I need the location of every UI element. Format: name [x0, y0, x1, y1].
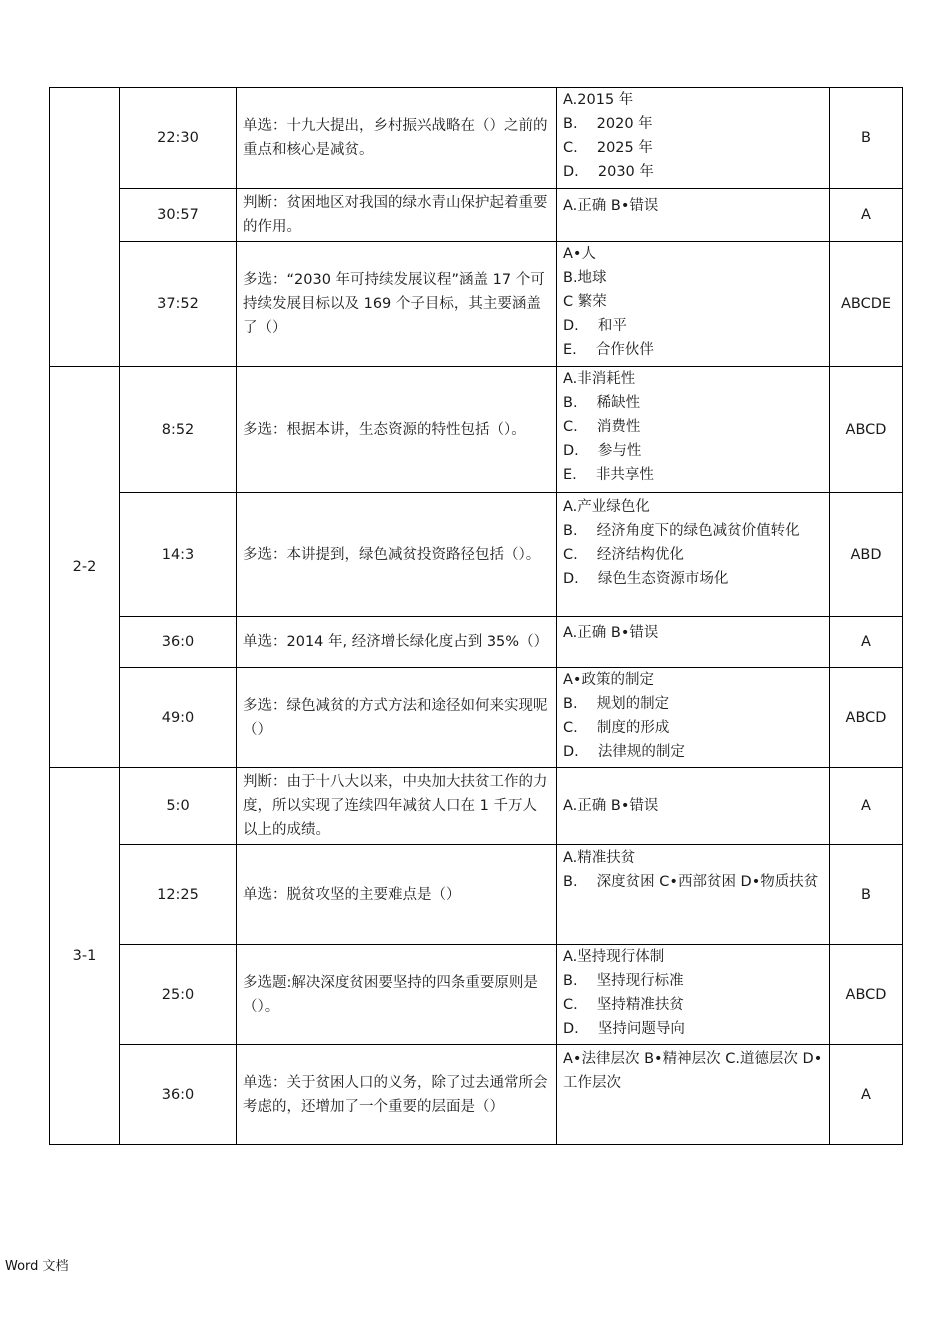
option-text: A.非消耗性 — [563, 371, 636, 387]
option-text: D. 和平 — [563, 318, 627, 334]
option-text: D. 2030 年 — [563, 164, 654, 180]
option-text: B. 经济角度下的绿色减贫价值转化 — [563, 523, 800, 539]
question-cell: 多选：“2030 年可持续发展议程”涵盖 17 个可持续发展目标以及 169 个子目标，其主要涵盖了（） — [237, 242, 557, 367]
question-cell: 判断：贫困地区对我国的绿水青山保护起着重要的作用。 — [237, 189, 557, 242]
time-cell: 22:30 — [120, 88, 237, 189]
option-text: D. 参与性 — [563, 443, 642, 459]
question-cell: 判断：由于十八大以来，中央加大扶贫工作的力度，所以实现了连续四年减贫人口在 1 千万人以上的成绩。 — [237, 768, 557, 845]
question-cell: 单选：脱贫攻坚的主要难点是（） — [237, 845, 557, 945]
option-text: C. 经济结构优化 — [563, 547, 684, 563]
options-cell — [557, 617, 830, 668]
options-cell — [557, 367, 830, 493]
answer-cell: B — [830, 845, 903, 945]
option-text: A.正确 B•错误 — [563, 798, 659, 814]
time-cell: 14:3 — [120, 493, 237, 617]
table-row — [50, 1045, 903, 1145]
option-text: E. 非共享性 — [563, 467, 654, 483]
options-cell — [557, 493, 830, 617]
table-row — [50, 617, 903, 668]
table-row — [50, 845, 903, 945]
option-text: C. 坚持精准扶贫 — [563, 997, 684, 1013]
question-cell: 多选题:解决深度贫困要坚持的四条重要原则是（）。 — [237, 945, 557, 1045]
option-text: A.2015 年 — [563, 92, 634, 108]
question-cell: 多选：根据本讲，生态资源的特性包括（）。 — [237, 367, 557, 493]
answer-cell: A — [830, 189, 903, 242]
option-text: C. 2025 年 — [563, 140, 653, 156]
options-cell — [557, 945, 830, 1045]
option-text: C. 消费性 — [563, 419, 641, 435]
answer-cell: B — [830, 88, 903, 189]
option-text: A.坚持现行体制 — [563, 949, 665, 965]
options-cell — [557, 1045, 830, 1145]
quiz-table — [49, 87, 903, 1145]
option-text: A•法律层次 B•精神层次 C.道德层次 D•工作层次 — [563, 1051, 823, 1091]
option-text: A.精准扶贫 — [563, 850, 636, 866]
options-cell — [557, 845, 830, 945]
time-cell: 12:25 — [120, 845, 237, 945]
footer-label: Word 文档 — [5, 1259, 69, 1274]
options-cell — [557, 242, 830, 367]
options-cell — [557, 668, 830, 768]
answer-cell: A — [830, 617, 903, 668]
option-text: C 繁荣 — [563, 294, 607, 310]
option-text: A•人 — [563, 246, 596, 262]
answer-cell: ABCDE — [830, 242, 903, 367]
time-cell: 37:52 — [120, 242, 237, 367]
option-text: B. 深度贫困 C•西部贫困 D•物质扶贫 — [563, 874, 819, 890]
section-cell — [50, 88, 120, 367]
time-cell: 25:0 — [120, 945, 237, 1045]
option-text: A.正确 B•错误 — [563, 198, 659, 214]
options-cell — [557, 88, 830, 189]
option-text: B. 坚持现行标准 — [563, 973, 684, 989]
options-cell — [557, 768, 830, 845]
table-row — [50, 668, 903, 768]
question-cell: 单选：2014 年, 经济增长绿化度占到 35%（） — [237, 617, 557, 668]
table-row — [50, 768, 903, 845]
option-text: A.产业绿色化 — [563, 499, 650, 515]
time-cell: 36:0 — [120, 617, 237, 668]
option-text: B. 2020 年 — [563, 116, 653, 132]
options-cell — [557, 189, 830, 242]
option-text: C. 制度的形成 — [563, 720, 670, 736]
table-row — [50, 367, 903, 493]
table-row — [50, 189, 903, 242]
table-row — [50, 493, 903, 617]
question-cell: 多选：绿色减贫的方式方法和途径如何来实现呢（） — [237, 668, 557, 768]
option-text: A.正确 B•错误 — [563, 625, 659, 641]
option-text: E. 合作伙伴 — [563, 342, 654, 358]
section-cell: 2-2 — [50, 367, 120, 768]
time-cell: 36:0 — [120, 1045, 237, 1145]
answer-cell: ABD — [830, 493, 903, 617]
table-row — [50, 88, 903, 189]
option-text: B. 稀缺性 — [563, 395, 641, 411]
option-text: A•政策的制定 — [563, 672, 654, 688]
time-cell: 49:0 — [120, 668, 237, 768]
time-cell: 8:52 — [120, 367, 237, 493]
time-cell: 30:57 — [120, 189, 237, 242]
answer-cell: ABCD — [830, 367, 903, 493]
table-row — [50, 242, 903, 367]
answer-cell: ABCD — [830, 668, 903, 768]
answer-cell: A — [830, 1045, 903, 1145]
time-cell: 5:0 — [120, 768, 237, 845]
question-cell: 多选：本讲提到，绿色减贫投资路径包括（）。 — [237, 493, 557, 617]
option-text: D. 绿色生态资源市场化 — [563, 571, 729, 587]
question-cell: 单选：关于贫困人口的义务，除了过去通常所会考虑的，还增加了一个重要的层面是（） — [237, 1045, 557, 1145]
option-text: D. 坚持问题导向 — [563, 1021, 685, 1037]
answer-cell: A — [830, 768, 903, 845]
question-cell: 单选：十九大提出，乡村振兴战略在（）之前的重点和核心是减贫。 — [237, 88, 557, 189]
answer-cell: ABCD — [830, 945, 903, 1045]
option-text: D. 法律规的制定 — [563, 744, 685, 760]
section-cell: 3-1 — [50, 768, 120, 1145]
table-row — [50, 945, 903, 1045]
option-text: B.地球 — [563, 270, 607, 286]
option-text: B. 规划的制定 — [563, 696, 670, 712]
